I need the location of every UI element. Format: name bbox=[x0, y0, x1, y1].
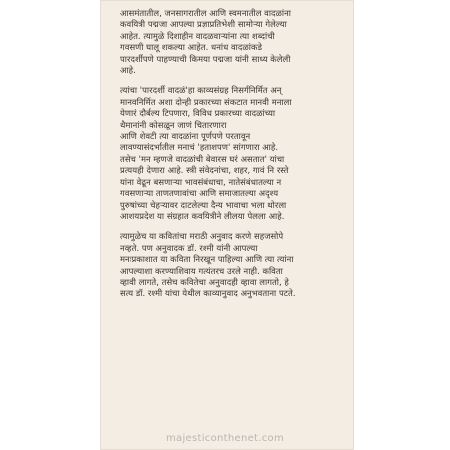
text-line: प्रत्ययही देणारा आहे. स्त्री संवेदनांचा, शहर, गावं नि रस्ते bbox=[120, 165, 289, 176]
text-line: गवसणी घालू शकल्या आहेत. धनांध वादळांकडे bbox=[120, 42, 262, 53]
text-line: गवसणाऱ्या ताणतणावांचा आणि समाजातल्या अदृश्य bbox=[120, 188, 279, 199]
text-line: आसमंतातील, जनसागरातील आणि स्वमनातील वादळांना bbox=[120, 8, 291, 18]
paragraph-3 bbox=[120, 231, 344, 299]
text-line: सत्य डॉ. रश्मी यांचा येथील काव्यानुवाद अनुभवताना पटते. bbox=[120, 288, 296, 299]
text-line: आपल्याशा करण्याशिवाय गत्यंतरच उरले नाही. कविता bbox=[120, 265, 283, 276]
paragraph-2 bbox=[120, 85, 344, 222]
watermark-text: majesticonthenet.com bbox=[165, 433, 285, 444]
text-line: कवयित्री पद्मजा आपल्या प्रज्ञाप्रतिभेशी सामोऱ्या गेलेल्या bbox=[120, 19, 287, 30]
text-line: आहेत. त्यामुळे दिशाहीन वादळवाऱ्यांना त्या शब्दांची bbox=[120, 30, 275, 41]
text-line: आणि शेवटी त्या वादळांना पूर्णपणे परतावून bbox=[120, 131, 251, 142]
text-line: थैमानांनी कोसळून जाणं चितारणारा bbox=[120, 119, 227, 130]
text-line: पुरुषांच्या चेहऱ्यावर दाटलेल्या दैन्य भावाचा भला थोरला bbox=[120, 199, 287, 210]
text-line: मनःप्रकाशात या कविता निरखून पाहिल्या आणि त्या त्यांना bbox=[120, 254, 294, 265]
text-line: येणारं दौर्बल्य टिपणारा, विविध प्रकारच्या वादळांच्या bbox=[120, 108, 276, 119]
text-line: यांना वेढून बसणाऱ्या भावसंबंधाचा, नातेसंबंधातल्या न bbox=[120, 176, 282, 187]
back-cover-text bbox=[120, 8, 344, 300]
paragraph-1 bbox=[120, 8, 344, 76]
text-line: लावण्यासंदर्भातील मनाचं 'हताशपण' सांगणारा आहे. bbox=[120, 142, 279, 153]
text-line: त्यामुळेच या कवितांचा मराठी अनुवाद करणे सहजसोपे bbox=[120, 231, 284, 242]
text-line: त्यांचा 'पारदर्शी वादळं'हा काव्यसंग्रह निसर्गनिर्मित अन् bbox=[120, 85, 282, 96]
text-line: नव्हते. पण अनुवादक डॉ. रश्मी यांनी आपल्या bbox=[120, 242, 258, 253]
text-line: मानवनिर्मित अशा दोन्ही प्रकारच्या संकटात मानवी मनाला bbox=[120, 96, 292, 107]
text-line: आहे. bbox=[120, 65, 136, 76]
text-line: आशयप्रदेश या संग्रहात कवयित्रीने लीलया पेलला आहे. bbox=[120, 210, 285, 221]
text-line: तसेच 'मन म्हणजे वादळांची बेवारस घरं असतात' यांचा bbox=[120, 153, 285, 164]
text-line: पारदर्शीपणे पाहण्याची किमया पद्मजा यांनी साध्य केलेली bbox=[120, 53, 291, 64]
text-line: व्हावी लागते, तसेच कवितेचा अनुवादही व्हावा लागतो, हे bbox=[120, 276, 289, 287]
